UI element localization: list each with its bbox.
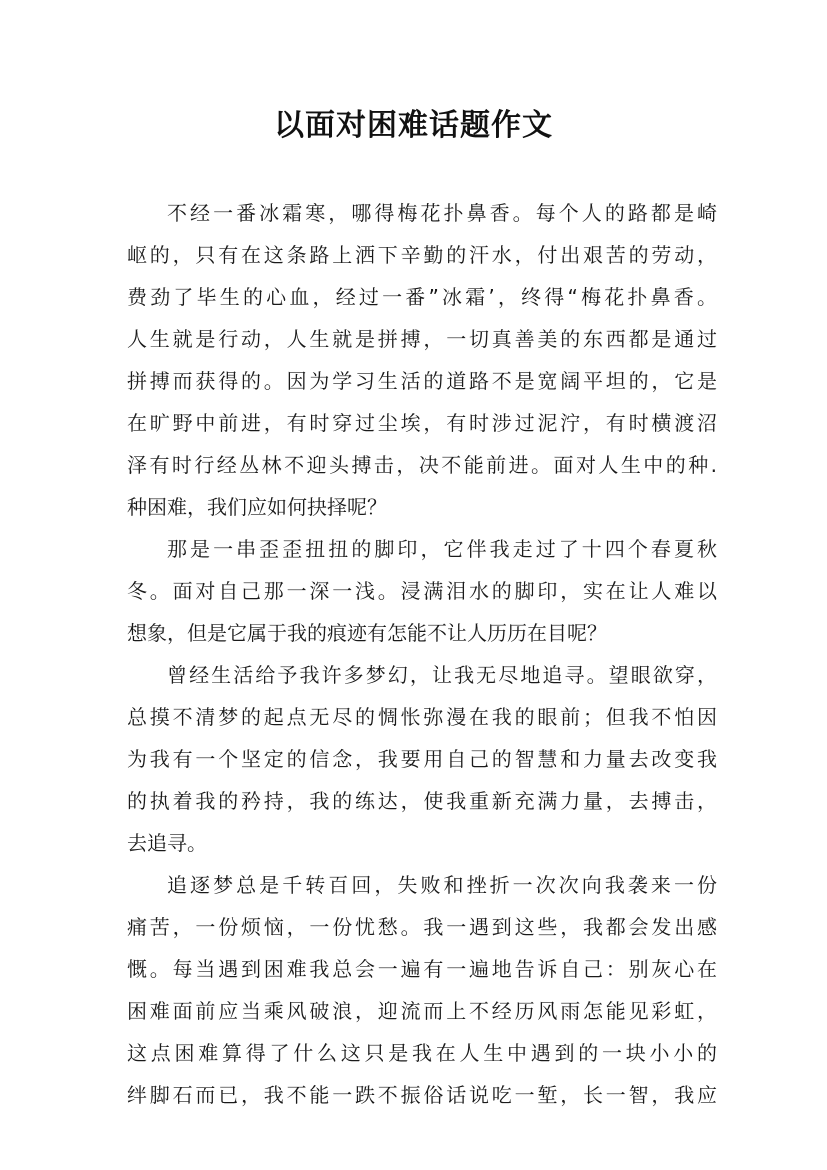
paragraph-line: 费劲了毕生的心血，经过一番”冰霜’，终得“梅花扑鼻香。	[127, 285, 717, 309]
paragraph-line: 的执着我的矜持，我的练达，使我重新充满力量，去搏击，	[127, 789, 717, 813]
paragraph-line: 种困难，我们应如何抉择呢？	[127, 495, 387, 519]
paragraph-line: 冬。面对自己那一深一浅。浸满泪水的脚印，实在让人难以	[127, 579, 717, 603]
paragraph-line: 绊脚石而已，我不能一跌不振俗话说吃一堑，长一智，我应	[127, 1083, 717, 1107]
paragraph-line: 慨。每当遇到困难我总会一遍有一遍地告诉自己：别灰心在	[127, 957, 717, 981]
paragraph-line: 拼搏而获得的。因为学习生活的道路不是宽阔平坦的，它是	[127, 369, 717, 393]
paragraph-line: 想象，但是它属于我的痕迹有怎能不让人历历在目呢？	[127, 621, 607, 645]
paragraph-line: 岖的，只有在这条路上洒下辛勤的汗水，付出艰苦的劳动，	[127, 243, 717, 267]
paragraph-line: 痛苦，一份烦恼，一份忧愁。我一遇到这些，我都会发出感	[127, 915, 717, 939]
paragraph-line: 为我有一个坚定的信念，我要用自己的智慧和力量去改变我	[127, 747, 717, 771]
paragraph-line: 这点困难算得了什么这只是我在人生中遇到的一块小小的	[127, 1041, 717, 1065]
paragraph-line: 困难面前应当乘风破浪，迎流而上不经历风雨怎能见彩虹，	[127, 999, 717, 1023]
paragraph-line: 总摸不清梦的起点无尽的惆怅弥漫在我的眼前；但我不怕因	[127, 705, 717, 729]
paragraph-line: 泽有时行经丛林不迎头搏击，决不能前进。面对人生中的种.	[127, 453, 717, 477]
paragraph-line: 去追寻。	[127, 831, 207, 855]
paragraph-line: 曾经生活给予我许多梦幻，让我无尽地追寻。望眼欲穿，	[167, 663, 717, 687]
paragraph-line: 不经一番冰霜寒，哪得梅花扑鼻香。每个人的路都是崎	[167, 201, 717, 225]
paragraph-line: 人生就是行动，人生就是拼搏，一切真善美的东西都是通过	[127, 327, 717, 351]
document-title: 以面对困难话题作文	[274, 108, 553, 143]
paragraph-line: 那是一串歪歪扭扭的脚印，它伴我走过了十四个春夏秋	[167, 537, 717, 561]
paragraph-line: 在旷野中前进，有时穿过尘埃，有时涉过泥泞，有时横渡沼	[127, 411, 717, 435]
paragraph-line: 追逐梦总是千转百回，失败和挫折一次次向我袭来一份	[167, 873, 717, 897]
